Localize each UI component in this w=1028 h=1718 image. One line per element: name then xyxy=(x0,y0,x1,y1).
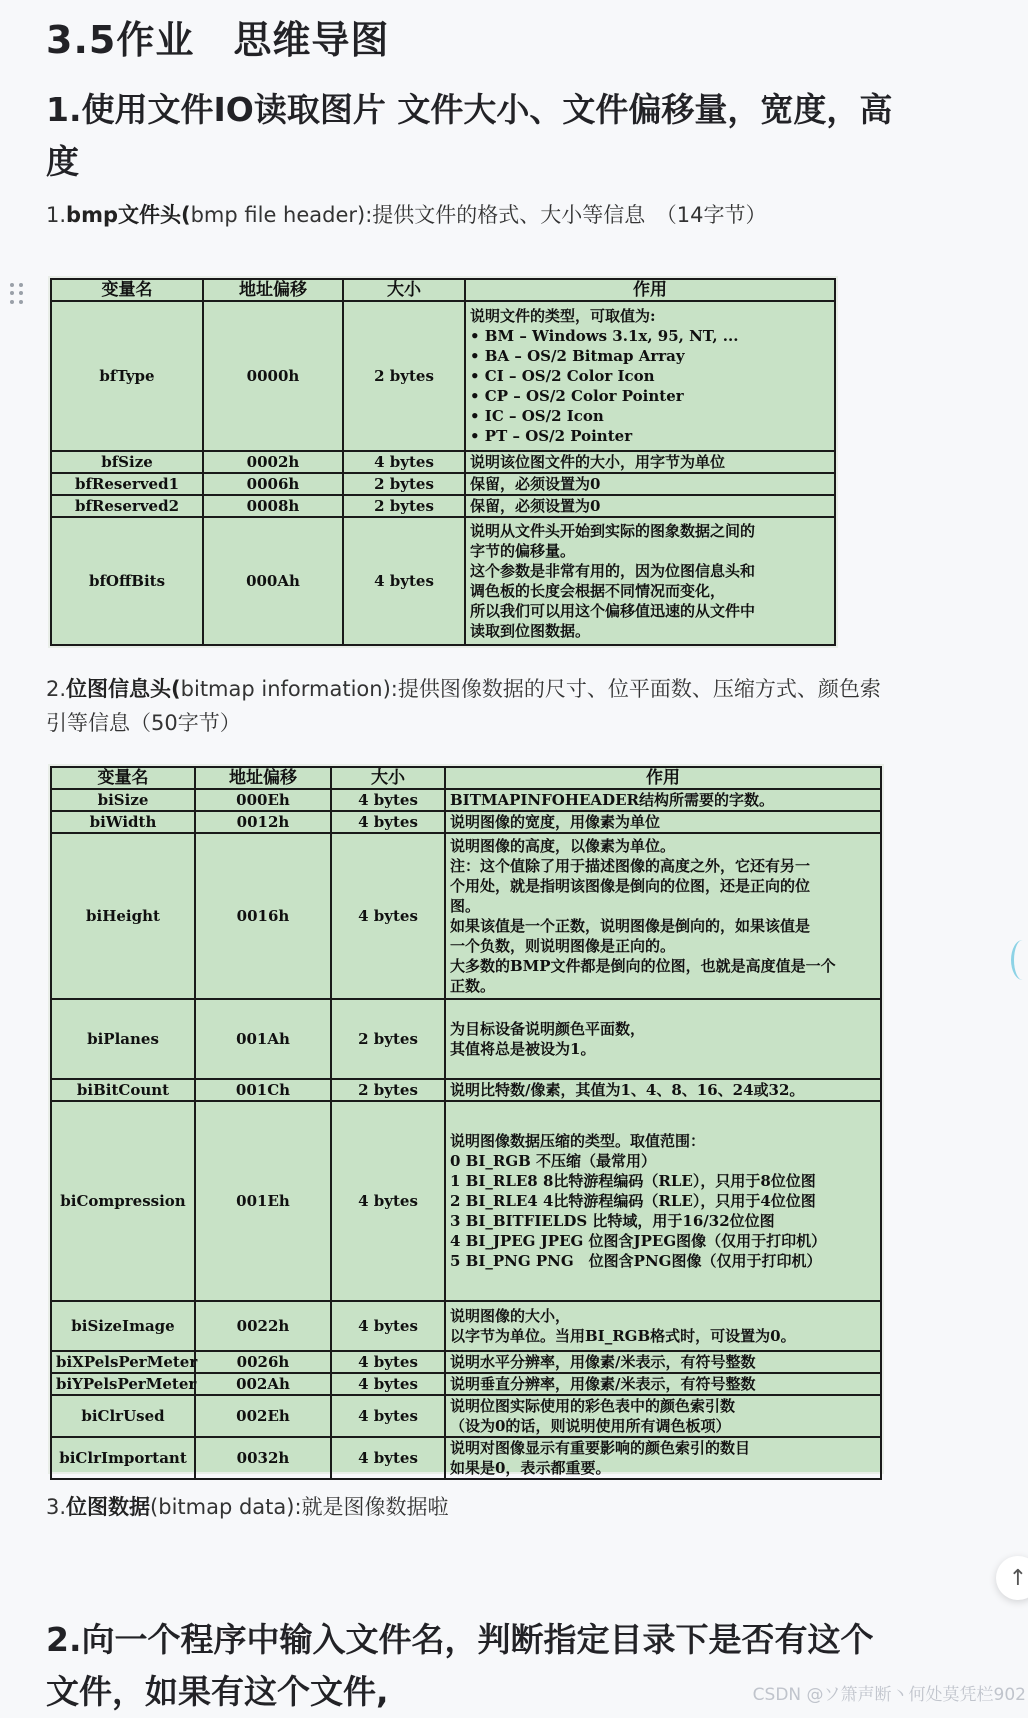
table-row xyxy=(51,1101,881,1301)
field-size: 4 bytes xyxy=(331,1395,445,1437)
purpose-line: （设为0的话，则说明使用所有调色板项） xyxy=(450,1417,731,1435)
table-row xyxy=(51,833,881,999)
purpose-line: 其值将总是被设为1。 xyxy=(450,1040,596,1058)
purpose-line: 说明对图像显示有重要影响的颜色索引的数目 xyxy=(450,1439,751,1457)
field-size: 4 bytes xyxy=(331,1437,445,1479)
purpose-line: 所以我们可以用这个偏移值迅速的从文件中 xyxy=(470,602,756,620)
field-name: biWidth xyxy=(51,811,195,833)
field-name: bfReserved2 xyxy=(51,495,203,517)
field-name: biBitCount xyxy=(51,1079,195,1101)
table-row xyxy=(51,495,835,517)
table-row xyxy=(51,999,881,1079)
field-offset: 002Eh xyxy=(195,1395,331,1437)
purpose-line: 说明图像的高度，以像素为单位。 xyxy=(450,837,676,855)
purpose-line: 说明图像数据压缩的类型。取值范围： xyxy=(450,1132,706,1150)
purpose-line: 说明垂直分辨率，用像素/米表示，有符号整数 xyxy=(450,1375,756,1393)
purpose-line: 这个参数是非常有用的，因为位图信息头和 xyxy=(470,562,756,580)
field-offset: 0032h xyxy=(195,1437,331,1479)
purpose-line: 调色板的长度会根据不同情况而变化， xyxy=(470,582,726,600)
field-size: 4 bytes xyxy=(331,1373,445,1395)
field-offset: 0012h xyxy=(195,811,331,833)
field-offset: 0006h xyxy=(203,473,343,495)
col-header-offset: 地址偏移 xyxy=(203,279,343,301)
field-name: biSizeImage xyxy=(51,1301,195,1351)
field-name: biClrUsed xyxy=(51,1395,195,1437)
table-row xyxy=(51,789,881,811)
purpose-line: 0 BI_RGB 不压缩（最常用） xyxy=(450,1152,657,1170)
purpose-line: 个用处，就是指明该图像是倒向的位图，还是正向的位 xyxy=(450,877,811,895)
table-row xyxy=(51,1437,881,1479)
table-row xyxy=(51,811,881,833)
purpose-line: • IC – OS/2 Icon xyxy=(470,407,604,425)
purpose-line: 5 BI_PNG PNG 位图含PNG图像（仅用于打印机） xyxy=(450,1252,822,1270)
purpose-line: 以字节为单位。当用BI_RGB格式时，可设置为0。 xyxy=(450,1327,796,1345)
field-offset: 0008h xyxy=(203,495,343,517)
field-offset: 0002h xyxy=(203,451,343,473)
purpose-line: 如果是0，表示都重要。 xyxy=(450,1459,611,1477)
field-offset: 000Ah xyxy=(203,517,343,645)
table-row xyxy=(51,301,835,451)
purpose-line: • BA – OS/2 Bitmap Array xyxy=(470,347,685,365)
section-1-heading: 1.使用文件IO读取图片 文件大小、文件偏移量，宽度，高度 xyxy=(46,90,893,181)
field-offset: 000Eh xyxy=(195,789,331,811)
field-name: biClrImportant xyxy=(51,1437,195,1479)
purpose-line: 保留，必须设置为0 xyxy=(470,475,601,493)
purpose-line: • CP – OS/2 Color Pointer xyxy=(470,387,684,405)
purpose-line: 说明比特数/像素，其值为1、4、8、16、24或32。 xyxy=(450,1081,805,1099)
bitmap-info-header-table xyxy=(48,764,884,1477)
field-purpose xyxy=(465,451,835,473)
purpose-line: 字节的偏移量。 xyxy=(470,542,576,560)
field-purpose xyxy=(445,1437,881,1479)
field-offset: 0022h xyxy=(195,1301,331,1351)
field-purpose xyxy=(445,999,881,1079)
purpose-line: 大多数的BMP文件都是倒向的位图，也就是高度值是一个 xyxy=(450,957,836,975)
field-purpose xyxy=(445,1373,881,1395)
watermark: CSDN @ソ箫声断丶何处莫凭栏902 xyxy=(752,1685,1026,1705)
table-row xyxy=(51,1351,881,1373)
purpose-line: BITMAPINFOHEADER结构所需要的字数。 xyxy=(450,791,774,809)
field-size: 2 bytes xyxy=(343,301,465,451)
table-row xyxy=(51,1395,881,1437)
bmp-file-header-table xyxy=(48,276,838,648)
field-name: biYPelsPerMeter xyxy=(51,1373,195,1395)
purpose-line: 说明位图实际使用的彩色表中的颜色索引数 xyxy=(450,1397,736,1415)
purpose-line: • CI – OS/2 Color Icon xyxy=(470,367,655,385)
section-2-heading: 2.向一个程序中输入文件名，判断指定目录下是否有这个文件，如果有这个文件, xyxy=(46,1620,874,1711)
field-purpose xyxy=(445,1079,881,1101)
purpose-line: 说明水平分辨率，用像素/米表示，有符号整数 xyxy=(450,1353,756,1371)
item-2-bitmap-info-header: 2.位图信息头(bitmap information):提供图像数据的尺寸、位平面数、压缩方式、颜色索引等信息（50字节） xyxy=(46,677,881,735)
table-row xyxy=(51,517,835,645)
purpose-line: 为目标设备说明颜色平面数， xyxy=(450,1020,646,1038)
field-offset: 002Ah xyxy=(195,1373,331,1395)
purpose-line: 注：这个值除了用于描述图像的高度之外，它还有另一 xyxy=(450,857,811,875)
purpose-line: 读取到位图数据。 xyxy=(470,622,591,640)
field-purpose xyxy=(445,1351,881,1373)
purpose-line: 说明从文件头开始到实际的图象数据之间的 xyxy=(470,522,756,540)
field-name: biXPelsPerMeter xyxy=(51,1351,195,1373)
field-name: bfReserved1 xyxy=(51,473,203,495)
field-purpose xyxy=(445,1101,881,1301)
col-header-offset: 地址偏移 xyxy=(195,767,331,789)
item-3-bitmap-data: 3.位图数据(bitmap data):就是图像数据啦 xyxy=(46,1495,449,1519)
field-purpose xyxy=(465,473,835,495)
field-name: biSize xyxy=(51,789,195,811)
field-size: 2 bytes xyxy=(331,999,445,1079)
field-size: 2 bytes xyxy=(331,1079,445,1101)
field-name: bfType xyxy=(51,301,203,451)
table-row xyxy=(51,451,835,473)
purpose-line: 保留，必须设置为0 xyxy=(470,497,601,515)
field-name: biCompression xyxy=(51,1101,195,1301)
field-size: 2 bytes xyxy=(343,495,465,517)
field-purpose xyxy=(445,789,881,811)
purpose-line: 1 BI_RLE8 8比特游程编码（RLE），只用于8位位图 xyxy=(450,1172,816,1190)
col-header-size: 大小 xyxy=(343,279,465,301)
field-purpose xyxy=(445,811,881,833)
col-header-purpose: 作用 xyxy=(445,767,881,789)
field-offset: 0000h xyxy=(203,301,343,451)
field-size: 4 bytes xyxy=(343,517,465,645)
col-header-name: 变量名 xyxy=(51,279,203,301)
col-header-size: 大小 xyxy=(331,767,445,789)
field-size: 2 bytes xyxy=(343,473,465,495)
field-size: 4 bytes xyxy=(331,1301,445,1351)
purpose-line: 一个负数，则说明图像是正向的。 xyxy=(450,937,676,955)
purpose-line: 如果该值是一个正数，说明图像是倒向的，如果该值是 xyxy=(450,917,811,935)
purpose-line: • BM – Windows 3.1x, 95, NT, ... xyxy=(470,327,739,345)
table-row xyxy=(51,473,835,495)
field-size: 4 bytes xyxy=(331,811,445,833)
field-name: biPlanes xyxy=(51,999,195,1079)
field-name: bfOffBits xyxy=(51,517,203,645)
table-row xyxy=(51,1079,881,1101)
purpose-line: 说明图像的大小， xyxy=(450,1307,571,1325)
field-purpose xyxy=(445,833,881,999)
field-purpose xyxy=(465,301,835,451)
field-size: 4 bytes xyxy=(331,789,445,811)
purpose-line: 说明该位图文件的大小，用字节为单位 xyxy=(470,453,726,471)
table-row xyxy=(51,1373,881,1395)
field-offset: 001Ah xyxy=(195,999,331,1079)
purpose-line: 说明文件的类型，可取值为: xyxy=(470,307,656,325)
col-header-purpose: 作用 xyxy=(465,279,835,301)
drag-handle-icon[interactable] xyxy=(10,283,24,305)
field-name: bfSize xyxy=(51,451,203,473)
arrow-up-icon: ↑ xyxy=(1008,1565,1028,1591)
purpose-line: • PT – OS/2 Pointer xyxy=(470,427,633,445)
page-title: 3.5作业 思维导图 xyxy=(46,18,390,62)
side-decoration xyxy=(1011,940,1028,980)
item-1-bmp-header: 1.bmp文件头(bmp file header):提供文件的格式、大小等信息 （14字节） xyxy=(46,203,767,227)
col-header-name: 变量名 xyxy=(51,767,195,789)
field-offset: 001Ch xyxy=(195,1079,331,1101)
field-purpose xyxy=(445,1395,881,1437)
table-row xyxy=(51,1301,881,1351)
field-size: 4 bytes xyxy=(331,1101,445,1301)
field-offset: 0026h xyxy=(195,1351,331,1373)
field-size: 4 bytes xyxy=(343,451,465,473)
purpose-line: 3 BI_BITFIELDS 比特域，用于16/32位位图 xyxy=(450,1212,775,1230)
scroll-to-top-button[interactable] xyxy=(996,1556,1028,1600)
field-offset: 0016h xyxy=(195,833,331,999)
purpose-line: 2 BI_RLE4 4比特游程编码（RLE），只用于4位位图 xyxy=(450,1192,816,1210)
field-offset: 001Eh xyxy=(195,1101,331,1301)
field-purpose xyxy=(465,495,835,517)
field-purpose xyxy=(465,517,835,645)
field-size: 4 bytes xyxy=(331,833,445,999)
purpose-line: 说明图像的宽度，用像素为单位 xyxy=(450,813,661,831)
field-purpose xyxy=(445,1301,881,1351)
field-name: biHeight xyxy=(51,833,195,999)
purpose-line: 正数。 xyxy=(450,977,496,995)
purpose-line: 图。 xyxy=(450,897,481,915)
purpose-line: 4 BI_JPEG JPEG 位图含JPEG图像（仅用于打印机） xyxy=(450,1232,827,1250)
field-size: 4 bytes xyxy=(331,1351,445,1373)
